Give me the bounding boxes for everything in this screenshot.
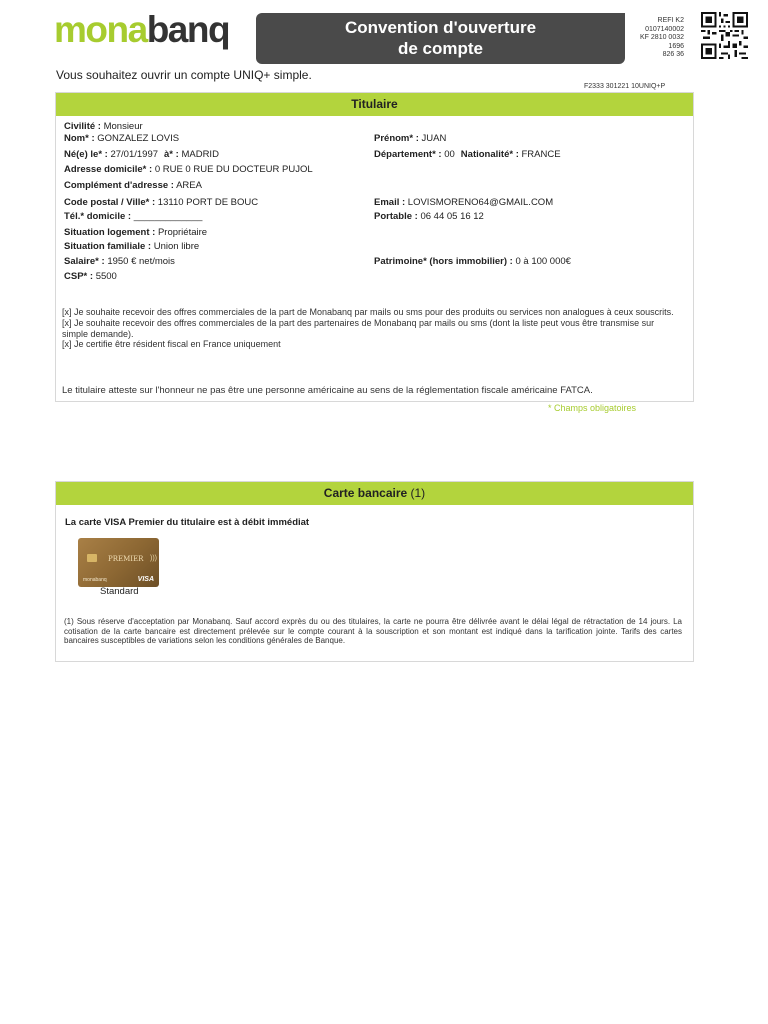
salaire-value: 1950 € net/mois — [107, 256, 175, 267]
familiale-label: Situation familiale : — [64, 241, 152, 252]
code-postal-label: Code postal / Ville* : — [64, 197, 156, 208]
ne-le-value: 27/01/1997 — [110, 149, 159, 160]
titulaire-heading: Titulaire — [56, 93, 693, 116]
salaire-field — [64, 256, 175, 268]
carte-heading — [56, 482, 693, 505]
title-line-2: de compte — [397, 39, 484, 58]
consent-commercial-partenaires: [x] Je souhaite recevoir des offres commerciales de la part des partenaires de Monabanq par mails ou sms (dont la liste peut vous être transmise sur simple demande). — [62, 317, 655, 339]
carte-heading-text: Carte bancaire — [323, 486, 408, 500]
email-field — [374, 197, 553, 209]
ref-line: 1696 — [668, 42, 684, 50]
familiale-field — [64, 241, 199, 253]
email-value: LOVISMORENO64@GMAIL.COM — [407, 197, 554, 208]
lieu-label: à* : — [164, 149, 179, 160]
ref-line: 0107140002 — [645, 25, 684, 33]
reference-block — [624, 17, 684, 60]
logement-value: Propriétaire — [157, 227, 208, 238]
card-chip-icon — [87, 554, 97, 562]
nom-value: GONZALEZ LOVIS — [97, 133, 180, 144]
complement-label: Complément d'adresse : — [64, 180, 174, 191]
intro-text: Vous souhaitez ouvrir un compte UNIQ+ simple. — [56, 68, 312, 82]
naissance-field — [64, 149, 219, 161]
portable-field — [374, 211, 484, 223]
nationalite-label: Nationalité* : — [460, 149, 519, 160]
portable-label: Portable : — [374, 211, 418, 222]
logo-part-banq: banq — [146, 9, 230, 50]
nom-label: Nom* : — [64, 133, 95, 144]
departement-value: 00 — [444, 149, 455, 160]
complement-value: AREA — [176, 180, 202, 191]
document-title — [256, 13, 625, 64]
contactless-icon: ))) — [150, 555, 157, 562]
carte-title: La carte VISA Premier du titulaire est à débit immédiat — [65, 517, 310, 528]
adresse-label: Adresse domicile* : — [64, 164, 153, 175]
consent-block — [62, 307, 682, 350]
card-name: PREMIER — [108, 555, 144, 563]
card-label: Standard — [100, 586, 139, 597]
card-brand: monabanq — [83, 577, 107, 583]
fatca-statement: Le titulaire atteste sur l'honneur ne pas être une personne américaine au sens de la réglementation fiscale américaine FATCA. — [62, 385, 593, 396]
portable-value: 06 44 05 16 12 — [420, 211, 484, 222]
salaire-label: Salaire* : — [64, 256, 105, 267]
ref-line: REFI K2 — [657, 17, 684, 24]
adresse-value: 0 RUE 0 RUE DU DOCTEUR PUJOL — [154, 164, 313, 175]
code-postal-value: 13110 PORT DE BOUC — [157, 197, 259, 208]
csp-value: 5500 — [95, 271, 117, 282]
consent-residence-fiscale: [x] Je certifie être résident fiscal en France uniquement — [62, 339, 281, 350]
email-label: Email : — [374, 197, 406, 208]
csp-label: CSP* : — [64, 271, 94, 282]
tel-domicile-label: Tél.* domicile : — [64, 211, 132, 222]
tel-domicile-field — [64, 211, 202, 223]
lieu-value: MADRID — [181, 149, 219, 160]
title-line-1: Convention d'ouverture — [344, 18, 537, 37]
carte-footnote: (1) Sous réserve d'acceptation par Monabanq. Sauf accord exprès du ou des titulaires, la carte ne pourra être délivrée avant le délai légal de rétractation de 14 jours. La cotisation de la carte bancaire est directement prélevée sur le compte courant à la souscription et son montant est indiqué dans la tarification jointe. Tarifs des cartes bancaires susceptibles de variations selon les conditions générales de Banque. — [64, 617, 682, 646]
titulaire-section — [55, 92, 694, 402]
monabanq-logo — [54, 8, 229, 52]
complement-field — [64, 180, 202, 192]
patrimoine-value: 0 à 100 000€ — [515, 256, 571, 267]
departement-field — [374, 149, 561, 161]
csp-field — [64, 271, 117, 283]
adresse-field — [64, 164, 313, 176]
logo-part-mona: mona — [54, 9, 147, 50]
visa-premier-card-image — [78, 538, 159, 587]
logement-label: Situation logement : — [64, 227, 156, 238]
carte-bancaire-section — [55, 481, 694, 662]
ref-line: KF 2810 0032 — [640, 34, 684, 41]
civilite-field — [64, 121, 143, 133]
departement-label: Département* : — [374, 149, 442, 160]
document-code: F2333 301221 10UNIQ+P — [584, 83, 666, 90]
consent-commercial-monabanq: [x] Je souhaite recevoir des offres commerciales de la part de Monabanq par mails ou sms pour des produits ou services non analogues à ceux souscrits. — [62, 307, 674, 317]
ref-line: 826 36 — [662, 51, 684, 58]
tel-domicile-value: _____________ — [133, 211, 203, 222]
patrimoine-field — [374, 256, 571, 268]
prenom-field — [374, 133, 446, 145]
carte-heading-note: (1) — [410, 486, 426, 500]
nom-field — [64, 133, 179, 145]
prenom-label: Prénom* : — [374, 133, 419, 144]
mandatory-fields-note: * Champs obligatoires — [548, 403, 637, 413]
nationalite-value: FRANCE — [521, 149, 561, 160]
ne-le-label: Né(e) le* : — [64, 149, 108, 160]
civilite-label: Civilité : — [64, 121, 101, 132]
visa-logo: VISA — [137, 576, 154, 583]
civilite-value: Monsieur — [103, 121, 143, 132]
patrimoine-label: Patrimoine* (hors immobilier) : — [374, 256, 513, 267]
familiale-value: Union libre — [153, 241, 200, 252]
logement-field — [64, 227, 207, 239]
prenom-value: JUAN — [421, 133, 447, 144]
qr-code — [700, 12, 749, 59]
code-postal-field — [64, 197, 258, 209]
